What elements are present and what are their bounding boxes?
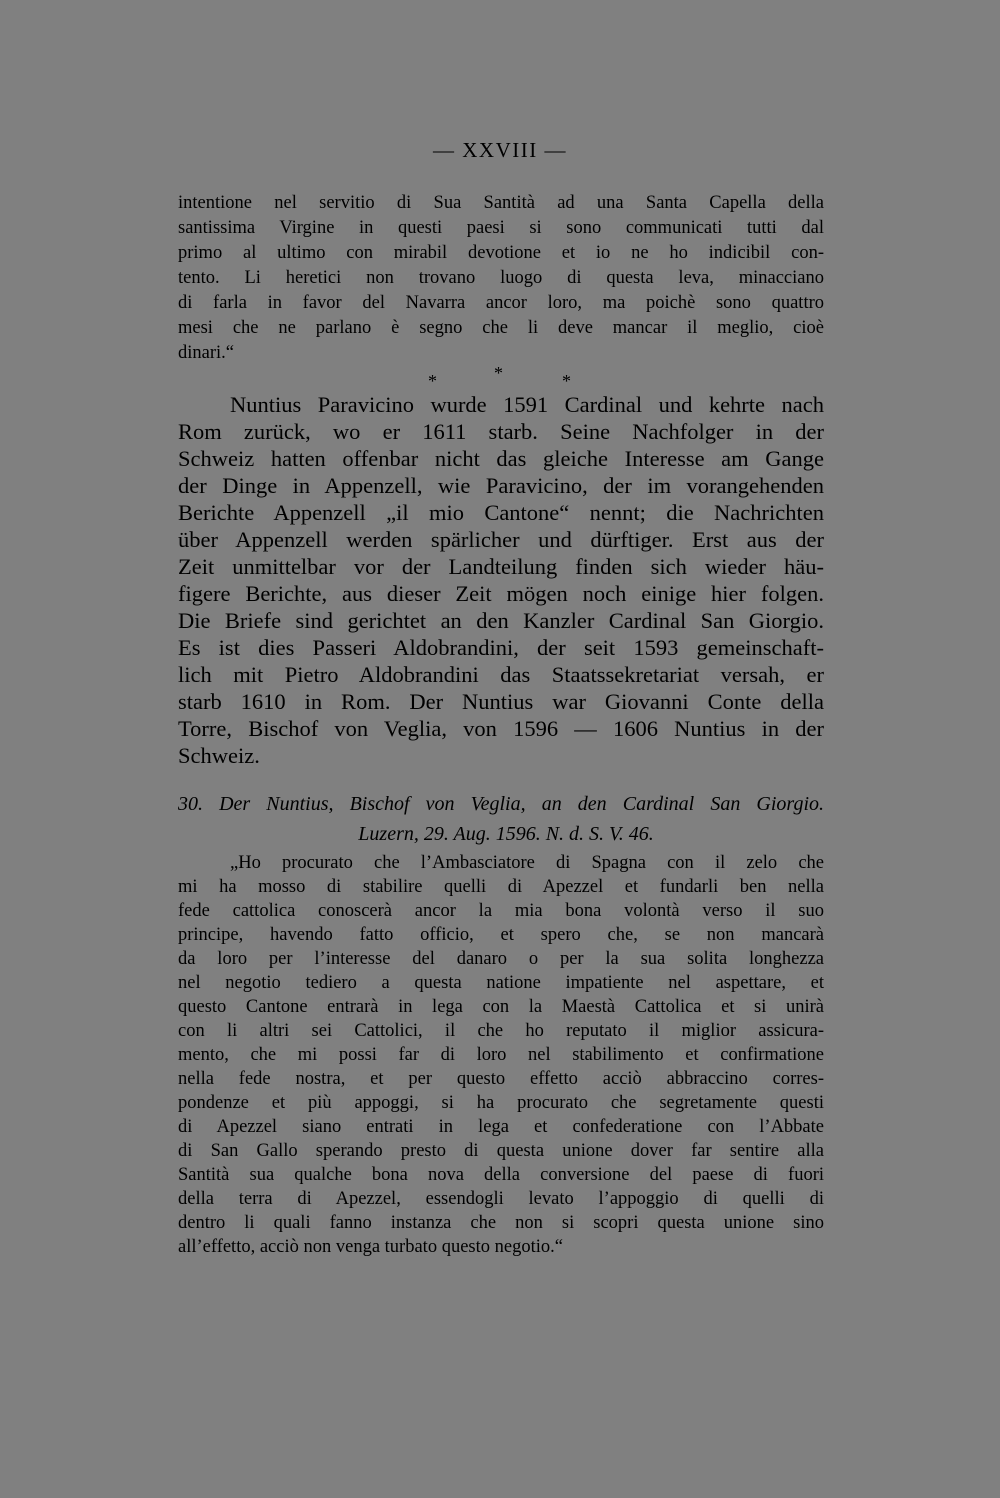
page-number: — XXVIII — — [433, 138, 567, 162]
text-line: principe, havendo fatto officio, et spero che, se non mancarà — [178, 925, 824, 945]
text-line: über Appenzell werden spärlicher und dürftiger. Erst aus der — [178, 527, 824, 552]
text-line: all’effetto, acciò non venga turbato questo negotio.“ — [178, 1237, 563, 1257]
text-line: mi ha mosso di stabilire quelli di Apezzel et fundarli ben nella — [178, 877, 824, 897]
text-line: starb 1610 in Rom. Der Nuntius war Giovanni Conte della — [178, 689, 824, 714]
text-line: Torre, Bischof von Veglia, von 1596 — 1606 Nuntius in der — [178, 716, 824, 741]
asterisk: * — [562, 371, 571, 391]
text-line: di Apezzel siano entrati in lega et confederatione con l’Abbate — [178, 1117, 824, 1137]
text-line: lich mit Pietro Aldobrandini das Staatssekretariat versah, er — [178, 662, 824, 687]
text-line: Berichte Appenzell „il mio Cantone“ nennt; die Nachrichten — [178, 500, 824, 525]
text-line: di San Gallo sperando presto di questa unione dover far sentire alla — [178, 1141, 824, 1161]
text-line: della terra di Apezzel, essendogli levato l’appoggio di quelli di — [178, 1189, 824, 1209]
text-line: Santità sua qualche bona nova della conversione del paese di fuori — [178, 1165, 824, 1185]
text-line: Schweiz hatten offenbar nicht das gleiche Interesse am Gange — [178, 446, 824, 471]
asterisk: * — [428, 371, 437, 391]
text-line: Rom zurück, wo er 1611 starb. Seine Nachfolger in der — [178, 419, 824, 444]
document-heading-source: Luzern, 29. Aug. 1596. N. d. S. V. 46. — [358, 823, 654, 845]
text-line: tento. Li heretici non trovano luogo di questa leva, minacciano — [178, 268, 824, 288]
text-line: dentro li quali fanno instanza che non si scopri questa unione sino — [178, 1213, 824, 1233]
text-line: Nuntius Paravicino wurde 1591 Cardinal und kehrte nach — [230, 392, 824, 417]
text-line: Schweiz. — [178, 743, 260, 768]
text-line: Es ist dies Passeri Aldobrandini, der seit 1593 gemeinschaft- — [178, 635, 824, 660]
text-line: figere Berichte, aus dieser Zeit mögen noch einige hier folgen. — [178, 581, 824, 606]
text-line: mento, che mi possi far di loro nel stabilimento et confirmatione — [178, 1045, 824, 1065]
text-line: intentione nel servitio di Sua Santità ad una Santa Capella della — [178, 193, 824, 213]
text-line: Zeit unmittelbar vor der Landteilung finden sich wieder häu- — [178, 554, 824, 579]
document-heading-title: 30. Der Nuntius, Bischof von Veglia, an den Cardinal San Giorgio. — [178, 793, 824, 815]
asterisk: * — [494, 363, 503, 383]
text-line: primo al ultimo con mirabil devotione et io ne ho indicibil con- — [178, 243, 824, 263]
text-line: dinari.“ — [178, 343, 234, 363]
text-line: da loro per l’interesse del danaro o per la sua solita longhezza — [178, 949, 824, 969]
text-line: mesi che ne parlano è segno che li deve mancar il meglio, cioè — [178, 318, 824, 338]
text-line: di farla in favor del Navarra ancor loro, ma poichè sono quattro — [178, 293, 824, 313]
text-line: questo Cantone entrarà in lega con la Maestà Cattolica et si unirà — [178, 997, 824, 1017]
text-line: Die Briefe sind gerichtet an den Kanzler Cardinal San Giorgio. — [178, 608, 824, 633]
text-line: nel negotio tediero a questa natione impatiente nel aspettare, et — [178, 973, 824, 993]
text-line: con li altri sei Cattolici, il che ho reputato il miglior assicura- — [178, 1021, 824, 1041]
text-line: „Ho procurato che l’Ambasciatore di Spagna con il zelo che — [230, 853, 824, 873]
text-line: nella fede nostra, et per questo effetto acciò abbraccino corres- — [178, 1069, 824, 1089]
text-line: fede cattolica conoscerà ancor la mia bona volontà verso il suo — [178, 901, 824, 921]
section-separator — [420, 363, 580, 393]
text-line: der Dinge in Appenzell, wie Paravicino, der im vorangehenden — [178, 473, 824, 498]
text-line: pondenze et più appoggi, si ha procurato che segretamente questi — [178, 1093, 824, 1113]
text-line: santissima Virgine in questi paesi si sono communicati tutti dal — [178, 218, 824, 238]
